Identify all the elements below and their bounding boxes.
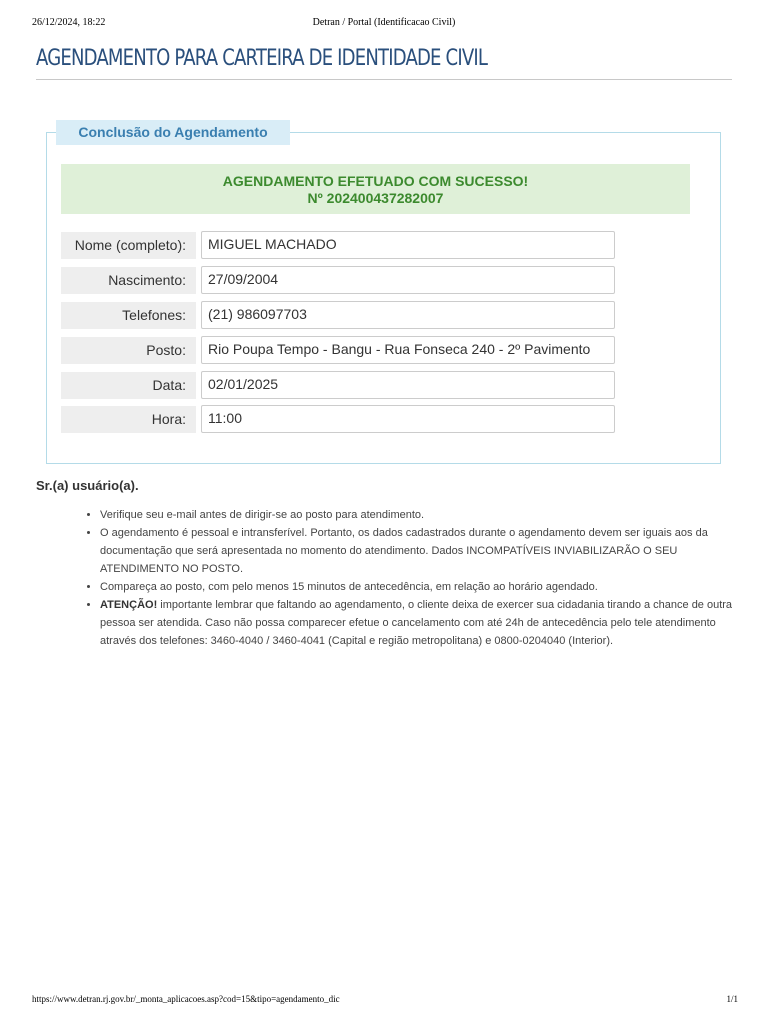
form-row-date xyxy=(61,372,615,399)
print-datetime: 26/12/2024, 18:22 xyxy=(32,17,106,28)
note-item-email: • Verifique seu e-mail antes de dirigir-se ao posto para atendimento. xyxy=(100,506,734,524)
print-url: https://www.detran.rj.gov.br/_monta_aplicacoes.asp?cod=15&tipo=agendamento_dic xyxy=(32,994,340,1004)
note-item-arrival: • Compareça ao posto, com pelo menos 15 minutos de antecedência, em relação ao horário agendado. xyxy=(100,578,734,596)
time-label: Hora: xyxy=(61,406,196,433)
success-message: AGENDAMENTO EFETUADO COM SUCESSO! xyxy=(222,173,529,189)
note-item-personal: • O agendamento é pessoal e intransferível. Portanto, os dados cadastrados durante o agendamento devem ser iguais aos da documentação que será apresentada no momento do atendimento. Dados INCOMPATÍVEIS INVIABILIZARÃO O SEU ATENDIMENTO NO POSTO. xyxy=(100,524,734,578)
form-row-time xyxy=(61,406,615,433)
print-document-title: Detran / Portal (Identificacao Civil) xyxy=(312,17,456,28)
phone-field: (21) 986097703 xyxy=(201,301,615,329)
time-field: 11:00 xyxy=(201,405,615,433)
birthdate-label: Nascimento: xyxy=(61,267,196,294)
form-row-station xyxy=(61,337,615,364)
title-divider xyxy=(36,79,732,80)
page-count: 1/1 xyxy=(726,994,738,1004)
date-field: 02/01/2025 xyxy=(201,371,615,399)
print-header xyxy=(32,17,736,31)
note-item-attention xyxy=(100,596,734,650)
notes-heading: Sr.(a) usuário(a). xyxy=(36,478,139,493)
birthdate-field: 27/09/2004 xyxy=(201,266,615,294)
print-footer xyxy=(32,994,738,1006)
name-field: MIGUEL MACHADO xyxy=(201,231,615,259)
notes-list xyxy=(80,506,734,650)
protocol-number: Nº 202400437282007 xyxy=(307,190,444,206)
station-field: Rio Poupa Tempo - Bangu - Rua Fonseca 240 - 2º Pavimento xyxy=(201,336,615,364)
success-alert xyxy=(61,164,690,214)
station-label: Posto: xyxy=(61,337,196,364)
phone-label: Telefones: xyxy=(61,302,196,329)
form-row-phone xyxy=(61,302,615,329)
fieldset-legend: Conclusão do Agendamento xyxy=(56,120,290,145)
date-label: Data: xyxy=(61,372,196,399)
form-row-birthdate xyxy=(61,267,615,294)
form-row-name xyxy=(61,232,615,259)
page-title: AGENDAMENTO PARA CARTEIRA DE IDENTIDADE CIVIL xyxy=(36,46,488,71)
name-label: Nome (completo): xyxy=(61,232,196,259)
attention-label: ATENÇÃO! xyxy=(100,599,158,611)
attention-text: importante lembrar que faltando ao agendamento, o cliente deixa de exercer sua cidadania tirando a chance de outra pessoa ser atendida. Caso não possa comparecer efetue o cancelamento com até 24h de antecedência pelo tele atendimento através dos telefones: 3460-4040 / 3460-4041 (Capital e região metropolitana) e 0800-0204040 (Interior). xyxy=(100,599,733,647)
